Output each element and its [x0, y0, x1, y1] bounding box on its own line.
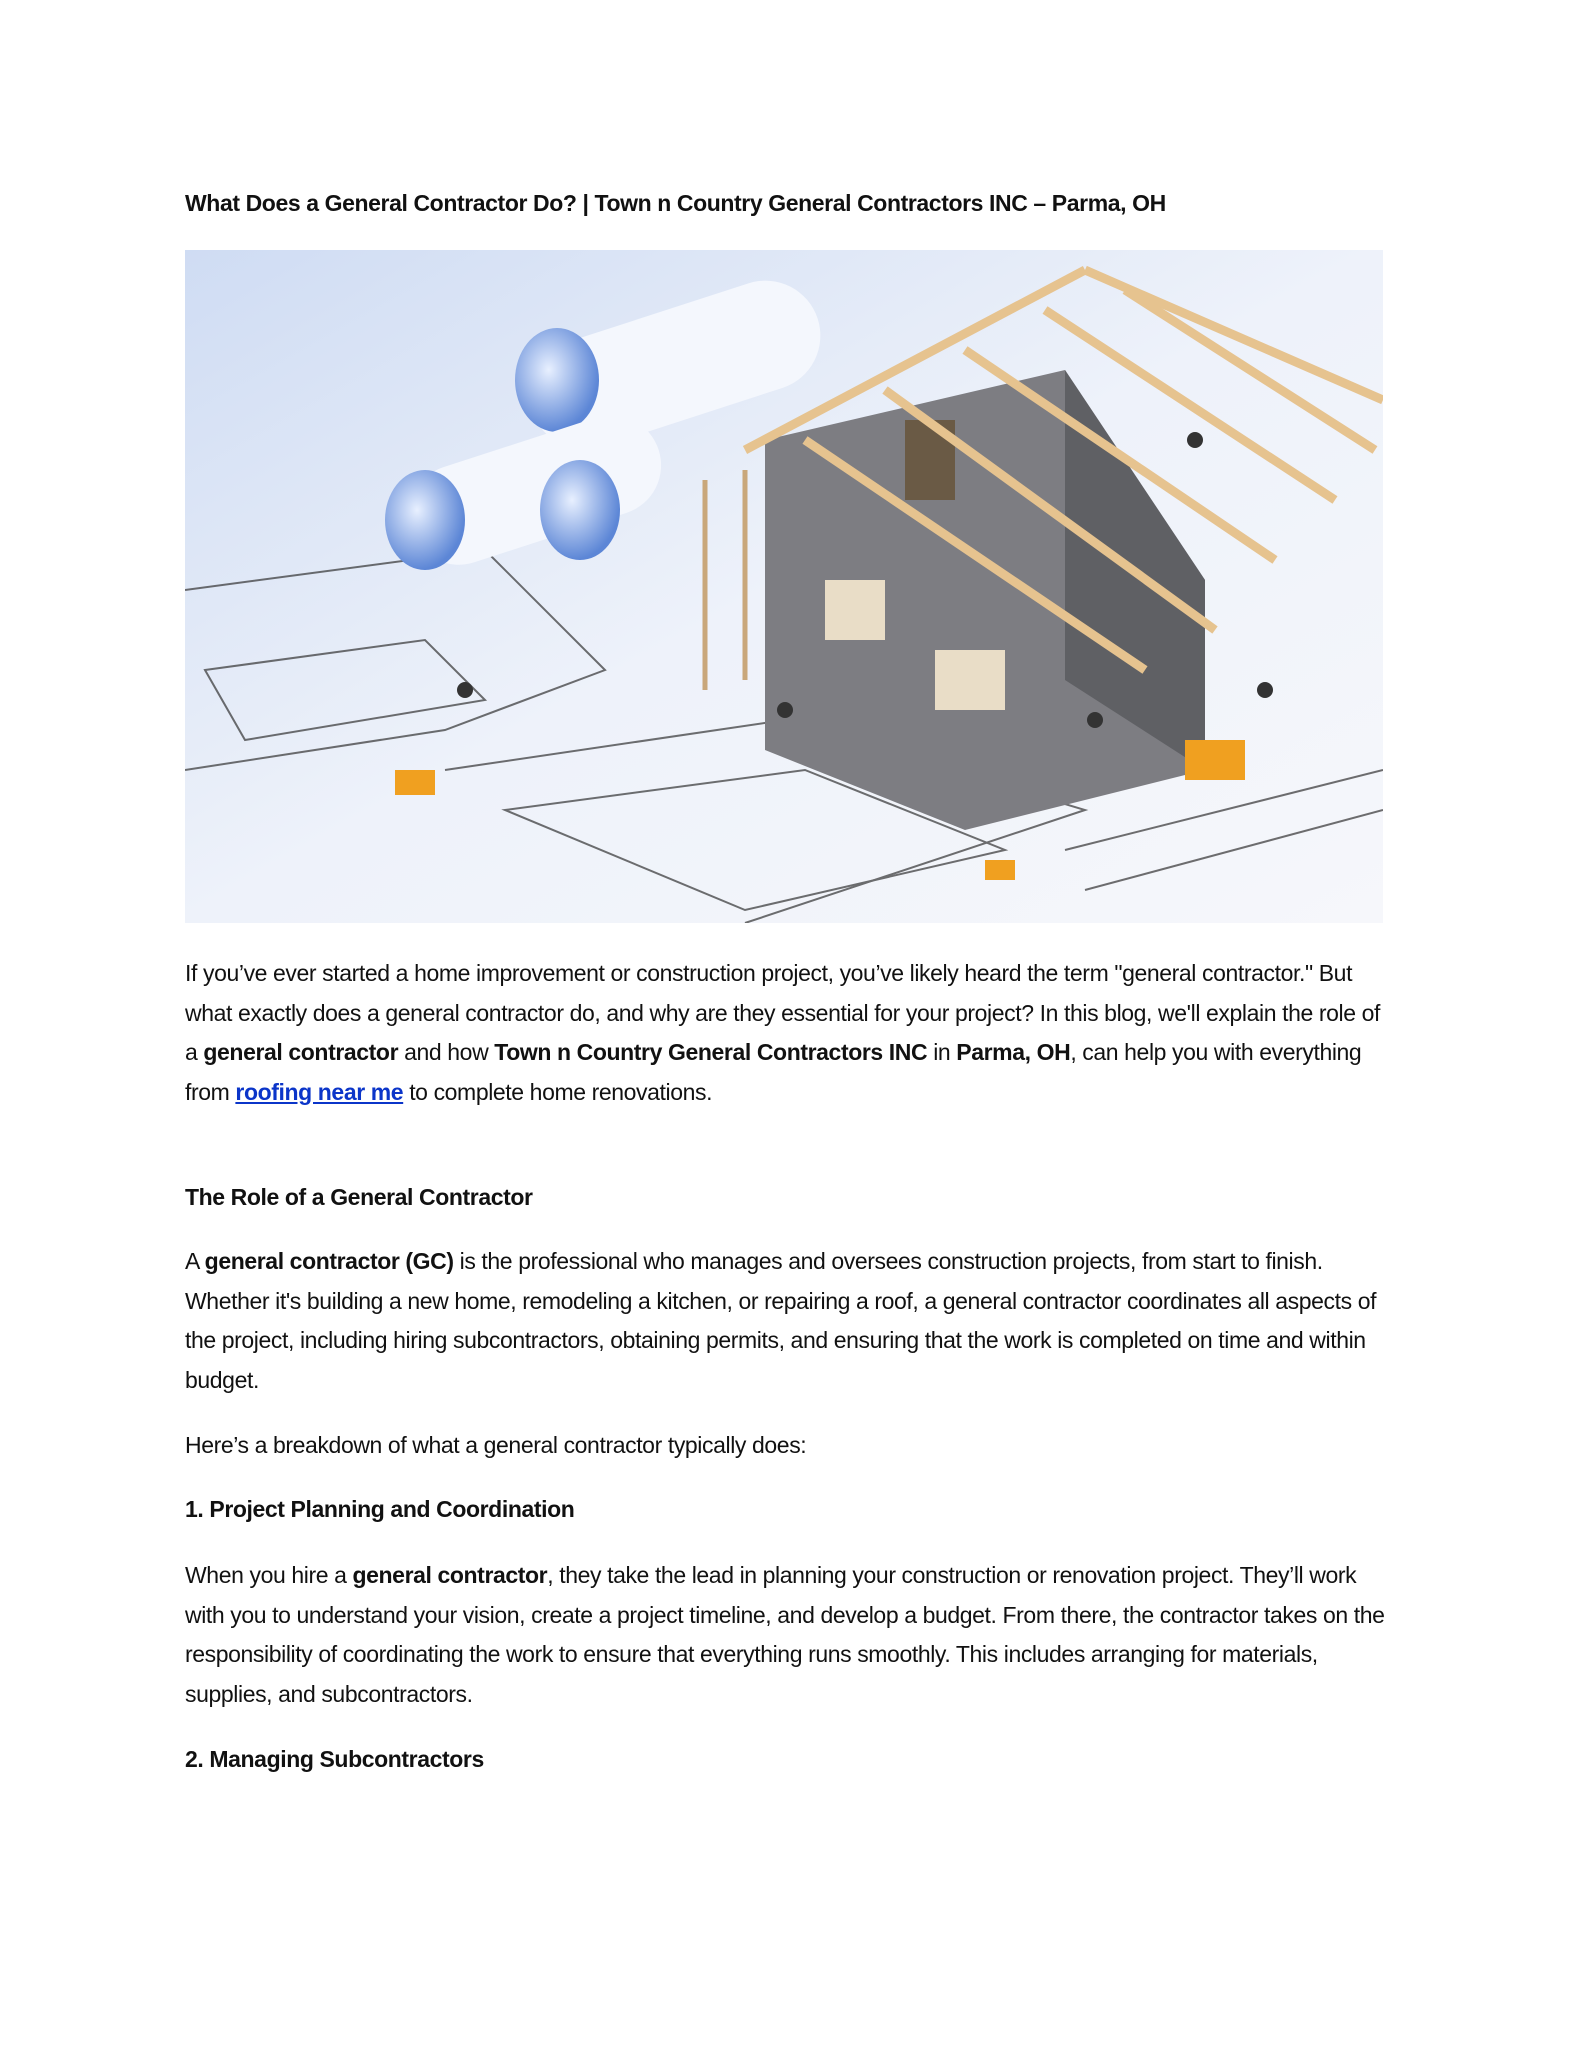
- section-2-heading: 2. Managing Subcontractors: [185, 1746, 484, 1772]
- breakdown-text: Here’s a breakdown of what a general contractor typically does:: [185, 1432, 807, 1458]
- role-heading: The Role of a General Contractor: [185, 1184, 533, 1210]
- text: to complete home renovations.: [403, 1078, 713, 1105]
- page-title: What Does a General Contractor Do? | Town n Country General Contractors INC – Parma, OH: [185, 190, 1166, 216]
- hero-image: [185, 250, 1383, 923]
- role-paragraph: [185, 1242, 1395, 1400]
- roofing-near-me-link[interactable]: roofing near me: [235, 1078, 404, 1105]
- section-1-paragraph: [185, 1556, 1395, 1714]
- bold-text: Town n Country General Contractors INC: [494, 1039, 928, 1065]
- text: and how: [398, 1039, 495, 1065]
- section-1-heading: 1. Project Planning and Coordination: [185, 1496, 575, 1522]
- text: , they take the lead in planning your construction or renovation project. They’ll work with you to understand your vision, create a project timeline, and develop a budget. From there, the contractor takes on the responsibility of coordinating the work to ensure that everything runs smoothly. This includes arranging for materials, supplies, and subcontractors.: [185, 1562, 1385, 1707]
- text: , can help you with everything from: [185, 1039, 1362, 1105]
- text: If you’ve ever started a home improvement or construction project, you’ve likely heard the term "general contractor." But what exactly does a general contractor do, and why are they essential for your project? In this blog, we'll explain the role of a: [185, 960, 1381, 1065]
- text: in: [927, 1039, 957, 1065]
- text: A: [185, 1248, 205, 1274]
- bold-text: general contractor (GC): [204, 1248, 454, 1274]
- intro-paragraph: [185, 954, 1395, 1112]
- bold-text: Parma, OH: [956, 1039, 1071, 1065]
- house-construction-blueprint-icon: [185, 250, 1383, 923]
- text: is the professional who manages and oversees construction projects, from start to finish. Whether it's building a new home, remodeling a kitchen, or repairing a roof, a general contractor coordinates all aspects of the project, including hiring subcontractors, obtaining permits, and ensuring that the work is completed on time and within budget.: [185, 1248, 1377, 1393]
- bold-text: general contractor: [203, 1039, 399, 1065]
- text: When you hire a: [185, 1562, 353, 1588]
- bold-text: general contractor: [352, 1562, 548, 1588]
